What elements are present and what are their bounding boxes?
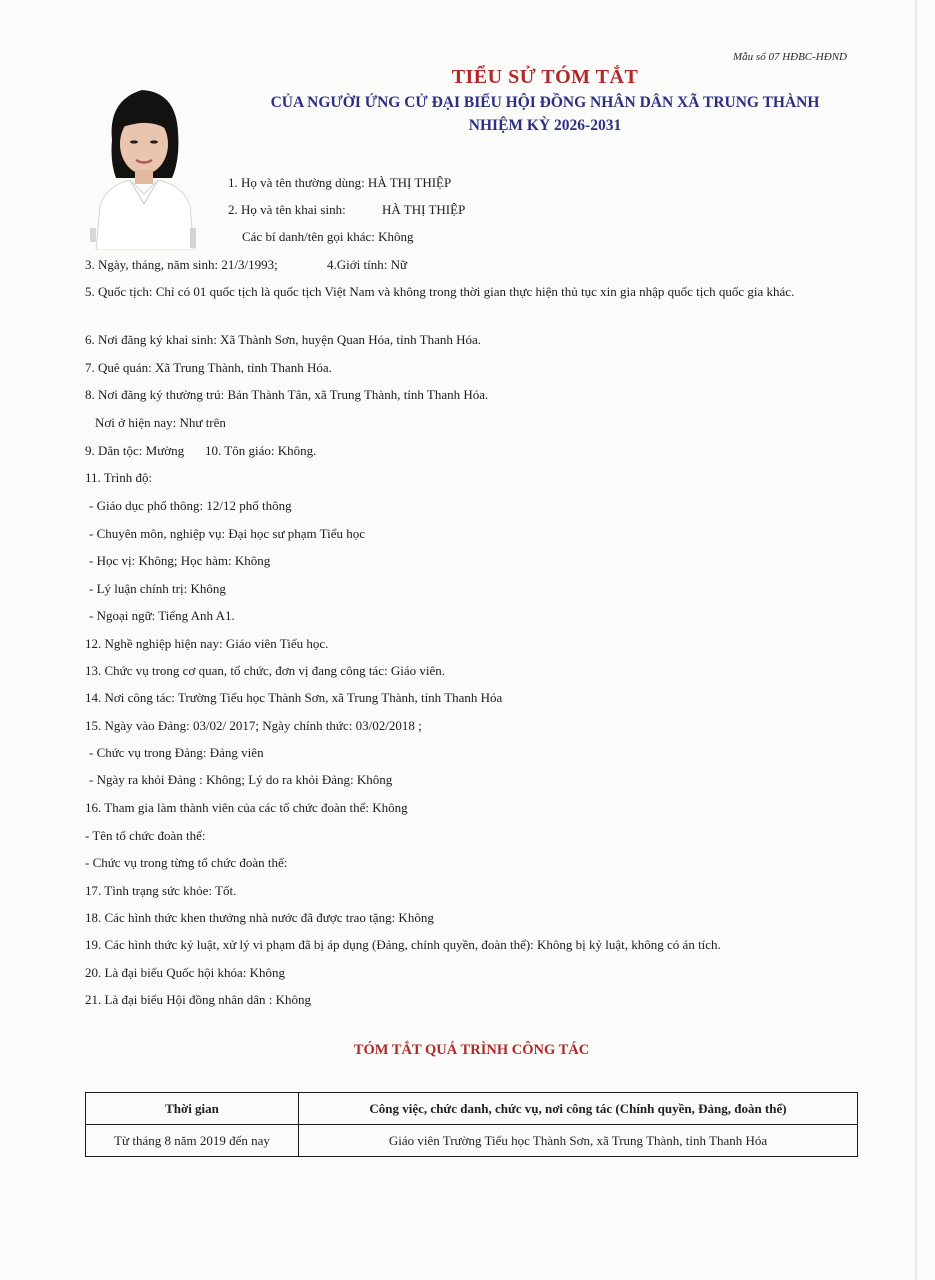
field-health: 17. Tình trạng sức khỏe: Tốt. xyxy=(85,883,237,898)
field-academic-degree: - Học vị: Không; Học hàm: Không xyxy=(89,553,271,568)
field-religion: 10. Tôn giáo: Không. xyxy=(205,443,317,458)
field-organization-name: - Tên tổ chức đoàn thể: xyxy=(85,828,206,843)
page-edge xyxy=(915,0,917,1280)
field-aliases: Các bí danh/tên gọi khác: Không xyxy=(242,229,414,244)
field-education-heading: 11. Trình độ: xyxy=(85,470,153,485)
field-current-residence: Nơi ở hiện nay: Như trên xyxy=(95,415,226,430)
document-subtitle-1: CỦA NGƯỜI ỨNG CỬ ĐẠI BIỂU HỘI ĐỒNG NHÂN DÂN XÃ TRUNG THÀNH xyxy=(270,94,820,111)
field-birth-name-value: HÀ THỊ THIỆP xyxy=(382,202,466,217)
field-awards: 18. Các hình thức khen thưởng nhà nước đã được trao tặng: Không xyxy=(85,910,434,925)
field-political-theory: - Lý luận chính trị: Không xyxy=(89,581,226,596)
field-position: 13. Chức vụ trong cơ quan, tổ chức, đơn vị đang công tác: Giáo viên. xyxy=(85,663,445,678)
row-time-cell: Từ tháng 8 năm 2019 đến nay xyxy=(86,1125,299,1157)
table-row xyxy=(86,1125,858,1157)
field-national-assembly: 20. Là đại biểu Quốc hội khóa: Không xyxy=(85,965,286,980)
work-history-table xyxy=(85,1092,858,1157)
field-party-exit: - Ngày ra khỏi Đảng : Không; Lý do ra khỏi Đảng: Không xyxy=(89,772,393,787)
field-gender: 4.Giới tính: Nữ xyxy=(327,257,408,272)
col-time-header: Thời gian xyxy=(86,1093,299,1125)
field-birth-registration: 6. Nơi đăng ký khai sinh: Xã Thành Sơn, huyện Quan Hóa, tỉnh Thanh Hóa. xyxy=(85,332,481,347)
field-general-education: - Giáo dục phổ thông: 12/12 phổ thông xyxy=(89,498,292,513)
col-description-header: Công việc, chức danh, chức vụ, nơi công tác (Chính quyền, Đảng, đoàn thể) xyxy=(299,1093,858,1125)
field-party-position: - Chức vụ trong Đảng: Đảng viên xyxy=(89,745,264,760)
document-title: TIỂU SỬ TÓM TẮT xyxy=(451,66,639,88)
table-header-row xyxy=(86,1093,858,1125)
field-hometown: 7. Quê quán: Xã Trung Thành, tỉnh Thanh Hóa. xyxy=(85,360,332,375)
field-occupation: 12. Nghề nghiệp hiện nay: Giáo viên Tiểu học. xyxy=(85,636,329,651)
field-permanent-residence: 8. Nơi đăng ký thường trú: Bản Thành Tân, xã Trung Thành, tỉnh Thanh Hóa. xyxy=(85,387,489,402)
row-description-cell: Giáo viên Trường Tiểu học Thành Sơn, xã Trung Thành, tỉnh Thanh Hóa xyxy=(299,1125,858,1157)
field-professional-skill: - Chuyên môn, nghiệp vụ: Đại học sư phạm Tiểu học xyxy=(89,526,366,541)
field-birth-name-label: 2. Họ và tên khai sinh: xyxy=(228,202,346,217)
field-nationality: 5. Quốc tịch: Chỉ có 01 quốc tịch là quốc tịch Việt Nam và không trong thời gian thực hiện thủ tục xin gia nhập quốc tịch quốc gia khác. xyxy=(85,284,795,299)
field-people-council: 21. Là đại biểu Hội đồng nhân dân : Không xyxy=(85,992,312,1007)
field-ethnicity: 9. Dân tộc: Mường xyxy=(85,443,185,458)
document-subtitle-2: NHIỆM KỲ 2026-2031 xyxy=(468,117,622,134)
field-common-name: 1. Họ và tên thường dùng: HÀ THỊ THIỆP xyxy=(228,175,452,190)
field-organizations: 16. Tham gia làm thành viên của các tổ chức đoàn thể: Không xyxy=(85,800,408,815)
work-history-title: TÓM TẮT QUÁ TRÌNH CÔNG TÁC xyxy=(353,1042,590,1058)
field-workplace: 14. Nơi công tác: Trường Tiểu học Thành Sơn, xã Trung Thành, tỉnh Thanh Hóa xyxy=(85,690,503,705)
form-number: Mẫu số 07 HĐBC-HĐND xyxy=(733,51,847,63)
field-party-admission: 15. Ngày vào Đảng: 03/02/ 2017; Ngày chính thức: 03/02/2018 ; xyxy=(85,718,422,733)
field-birth-date: 3. Ngày, tháng, năm sinh: 21/3/1993; xyxy=(85,257,278,272)
field-discipline: 19. Các hình thức kỷ luật, xử lý vi phạm đã bị áp dụng (Đảng, chính quyền, đoàn thể): Không bị kỷ luật, không có án tích. xyxy=(85,937,721,952)
field-organization-position: - Chức vụ trong từng tổ chức đoàn thể: xyxy=(85,855,288,870)
field-foreign-language: - Ngoại ngữ: Tiếng Anh A1. xyxy=(89,608,235,623)
